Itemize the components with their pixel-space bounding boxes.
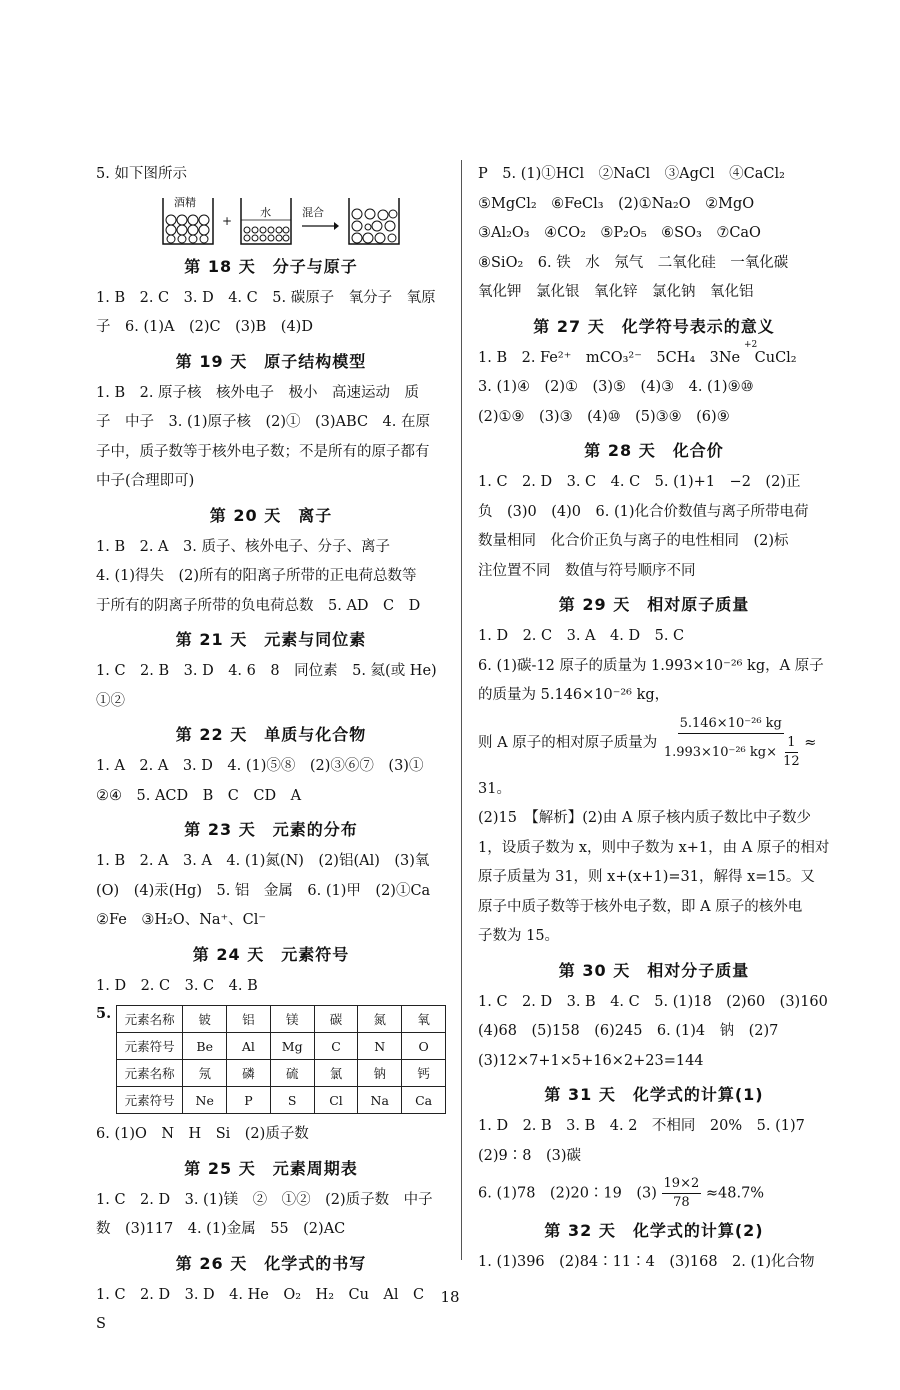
table-cell: 铝 xyxy=(227,1006,271,1033)
day-19-title: 第 19 天 原子结构模型 xyxy=(175,351,367,371)
mixing-diagram xyxy=(160,194,446,248)
table-cell: 元素名称 xyxy=(117,1006,183,1033)
beaker-water xyxy=(238,194,294,248)
answer-line: ③Al₂O₃ ④CO₂ ⑤P₂O₅ ⑥SO₃ ⑦CaO xyxy=(478,225,761,241)
table-row xyxy=(117,1033,446,1060)
answer-line: 1. B 2. Fe²⁺ mCO₃²⁻ 5CH₄ 3Ne CuCl₂ xyxy=(478,349,797,366)
table-cell: 氧 xyxy=(402,1006,446,1033)
answer-line: 氧化钾 氯化银 氧化锌 氯化钠 氧化铝 xyxy=(478,284,754,300)
day-23-title: 第 23 天 元素的分布 xyxy=(184,820,358,839)
q5-intro: 5. 如下图所示 xyxy=(96,166,187,182)
table-cell: C xyxy=(314,1033,358,1060)
answer-line: 原子质量为 31，则 x+(x+1)=31，解得 x=15。又 xyxy=(478,869,815,885)
answer-line: 子中，质子数等于核外电子数；不是所有的原子都有 xyxy=(96,443,430,460)
beaker-alcohol-label: 酒精 xyxy=(174,195,196,209)
plus-sign: + xyxy=(222,213,233,228)
left-column xyxy=(96,160,452,1340)
formula-numerator: 5.146×10⁻²⁶ kg xyxy=(678,715,784,734)
day-26-title: 第 26 天 化学式的书写 xyxy=(175,1253,367,1273)
answer-line: 1. D 2. B 3. B 4. 2 不相同 20% 5. (1)7 xyxy=(478,1118,805,1134)
answer-line: ⑧SiO₂ 6. 铁 水 氖气 二氧化硅 一氧化碳 xyxy=(478,254,789,271)
element-table xyxy=(116,1005,446,1114)
table-question-number: 5. xyxy=(96,1005,112,1022)
answer-line: ②Fe ③H₂O、Na⁺、Cl⁻ xyxy=(96,912,267,928)
answer-line: 原子中质子数等于核外电子数，即 A 原子的核外电 xyxy=(478,898,803,915)
cu-valence-mark: +2 xyxy=(744,339,758,350)
answer-line: 4. (1)得失 (2)所有的阳离子所带的正电荷总数等 xyxy=(96,568,417,584)
answer-line: 1. C 2. D 3. C 4. C 5. (1)+1 −2 (2)正 xyxy=(478,474,801,490)
formula-prefix: 则 A 原子的相对原子质量为 xyxy=(478,734,658,751)
answer-line: 1. D 2. C 3. A 4. D 5. C xyxy=(478,628,685,644)
answer-line: (3)12×7+1×5+16×2+23=144 xyxy=(478,1052,704,1069)
day-28-title: 第 28 天 化合价 xyxy=(584,441,724,460)
day-32-title: 第 32 天 化学式的计算(2) xyxy=(544,1221,764,1240)
column-divider xyxy=(461,160,462,1260)
page-number: 18 xyxy=(440,1288,460,1306)
mass-fraction-num: 19×2 xyxy=(662,1175,702,1194)
day-25-title: 第 25 天 元素周期表 xyxy=(184,1158,358,1178)
answer-line: 1. B 2. C 3. D 4. C 5. 碳原子 氧分子 氧原 xyxy=(96,289,436,306)
table-cell: 碳 xyxy=(314,1006,358,1033)
day-30-title: 第 30 天 相对分子质量 xyxy=(558,960,750,980)
table-row xyxy=(117,1006,446,1033)
answer-line: 1. B 2. A 3. 质子、核外电子、分子、离子 xyxy=(96,538,390,555)
one-twelfth-den: 12 xyxy=(783,753,800,769)
answer-line: 6. (1)O N H Si (2)质子数 xyxy=(96,1126,309,1142)
beaker-alcohol xyxy=(160,194,216,248)
answer-line: 31。 xyxy=(478,780,511,797)
beaker-water-label: 水 xyxy=(260,205,272,219)
table-cell: N xyxy=(358,1033,402,1060)
table-cell: Al xyxy=(227,1033,271,1060)
table-cell: 钠 xyxy=(358,1060,402,1087)
answer-line: (2)①⑨ (3)③ (4)⑩ (5)③⑨ (6)⑨ xyxy=(478,408,730,425)
day-18-title: 第 18 天 分子与原子 xyxy=(184,256,358,276)
table-cell: 氯 xyxy=(314,1060,358,1087)
table-cell: 氖 xyxy=(183,1060,227,1087)
answer-line: 1. (1)396 (2)84∶11∶4 (3)168 2. (1)化合物 xyxy=(478,1254,815,1270)
day-21-title: 第 21 天 元素与同位素 xyxy=(175,630,367,649)
relative-mass-formula xyxy=(478,715,830,771)
answer-line: 1. B 2. 原子核 核外电子 极小 高速运动 质 xyxy=(96,384,420,401)
answer-line: (2)9∶8 (3)碳 xyxy=(478,1147,582,1164)
table-cell: 硫 xyxy=(270,1060,314,1087)
table-cell: O xyxy=(402,1033,446,1060)
one-twelfth xyxy=(783,734,800,771)
answer-line: 6. (1)碳-12 原子的质量为 1.993×10⁻²⁶ kg，A 原子 xyxy=(478,657,824,674)
table-cell: Ca xyxy=(402,1087,446,1114)
answer-line: 数 (3)117 4. (1)金属 55 (2)AC xyxy=(96,1221,346,1237)
answer-line: (4)68 (5)158 (6)245 6. (1)4 钠 (2)7 xyxy=(478,1023,779,1039)
table-cell: Ne xyxy=(183,1087,227,1114)
answer-line: 1. B 2. A 3. A 4. (1)氮(N) (2)铝(Al) (3)氧 xyxy=(96,853,430,869)
table-cell: Be xyxy=(183,1033,227,1060)
day-29-title: 第 29 天 相对原子质量 xyxy=(558,595,750,614)
answer-line: 注位置不同 数值与符号顺序不同 xyxy=(478,562,696,579)
table-cell: 钙 xyxy=(402,1060,446,1087)
table-row xyxy=(117,1087,446,1114)
table-cell: Na xyxy=(358,1087,402,1114)
q6-prefix: 6. (1)78 (2)20∶19 (3) xyxy=(478,1185,657,1202)
day-22-title: 第 22 天 单质与化合物 xyxy=(175,725,367,744)
answer-line: 1. A 2. A 3. D 4. (1)⑤⑧ (2)③⑥⑦ (3)① xyxy=(96,758,424,774)
table-cell: P xyxy=(227,1087,271,1114)
answer-line: 于所有的阴离子所带的负电荷总数 5. AD C D xyxy=(96,597,421,614)
answer-line: (O) (4)汞(Hg) 5. 铝 金属 6. (1)甲 (2)①Ca xyxy=(96,882,431,899)
beaker-mixture xyxy=(346,194,402,248)
mass-fraction-result: ≈48.7% xyxy=(705,1185,765,1202)
answer-line: 1，设质子数为 x，则中子数为 x+1，由 A 原子的相对 xyxy=(478,839,830,856)
table-cell: 元素符号 xyxy=(117,1033,183,1060)
answer-line: ⑤MgCl₂ ⑥FeCl₃ (2)①Na₂O ②MgO xyxy=(478,195,755,212)
answer-line: 子 中子 3. (1)原子核 (2)① (3)ABC 4. 在原 xyxy=(96,414,430,430)
table-cell: 元素名称 xyxy=(117,1060,183,1087)
table-cell: 磷 xyxy=(227,1060,271,1087)
table-row xyxy=(117,1060,446,1087)
answer-line: (2)15 【解析】(2)由 A 原子核内质子数比中子数少 xyxy=(478,810,811,826)
answer-line: 的质量为 5.146×10⁻²⁶ kg， xyxy=(478,687,670,703)
answer-line: 1. C 2. B 3. D 4. 6 8 同位素 5. 氦(或 He) ①② xyxy=(96,663,452,709)
mass-fraction-den: 78 xyxy=(673,1195,690,1210)
right-column xyxy=(478,160,830,1278)
day-27-title: 第 27 天 化学符号表示的意义 xyxy=(533,316,775,336)
table-cell: S xyxy=(270,1087,314,1114)
mass-fraction xyxy=(662,1175,702,1212)
answer-line: 子数为 15。 xyxy=(478,928,560,944)
table-cell: 镁 xyxy=(270,1006,314,1033)
answer-line: 数量相同 化合价正负与离子的电性相同 (2)标 xyxy=(478,533,789,549)
table-cell: Mg xyxy=(270,1033,314,1060)
answer-line: 负 (3)0 (4)0 6. (1)化合价数值与离子所带电荷 xyxy=(478,503,809,520)
answer-line: 中子(合理即可) xyxy=(96,473,195,489)
answer-line: P 5. (1)①HCl ②NaCl ③AgCl ④CaCl₂ xyxy=(478,166,785,182)
day-31-title: 第 31 天 化学式的计算(1) xyxy=(544,1085,764,1104)
answer-line: 1. C 2. D 3. B 4. C 5. (1)18 (2)60 (3)160 xyxy=(478,993,828,1010)
day-20-title: 第 20 天 离子 xyxy=(209,505,333,525)
table-cell: 铍 xyxy=(183,1006,227,1033)
mix-arrow-label: 混合 xyxy=(302,205,325,219)
mass-fraction-formula xyxy=(478,1175,830,1212)
answer-line: 1. C 2. D 3. (1)镁 ② ①② (2)质子数 中子 xyxy=(96,1191,433,1208)
formula-denominator-text: 1.993×10⁻²⁶ kg× xyxy=(663,744,777,760)
table-cell: 氮 xyxy=(358,1006,402,1033)
answer-line: 3. (1)④ (2)① (3)⑤ (4)③ 4. (1)⑨⑩ xyxy=(478,379,754,395)
day-24-title: 第 24 天 元素符号 xyxy=(192,944,350,964)
answer-line: ②④ 5. ACD B C CD A xyxy=(96,787,302,804)
element-table-block xyxy=(96,1005,446,1114)
approx-sign: ≈ xyxy=(804,734,817,751)
answer-line: 1. C 2. D 3. D 4. He O₂ H₂ Cu Al C S xyxy=(96,1286,439,1332)
one-twelfth-num: 1 xyxy=(785,734,797,753)
table-cell: Cl xyxy=(314,1087,358,1114)
formula-denominator xyxy=(662,734,800,771)
answer-line: 子 6. (1)A (2)C (3)B (4)D xyxy=(96,319,313,335)
answer-line: 1. D 2. C 3. C 4. B xyxy=(96,977,258,994)
table-cell: 元素符号 xyxy=(117,1087,183,1114)
formula-fraction xyxy=(662,715,800,771)
mix-arrow xyxy=(300,206,340,236)
